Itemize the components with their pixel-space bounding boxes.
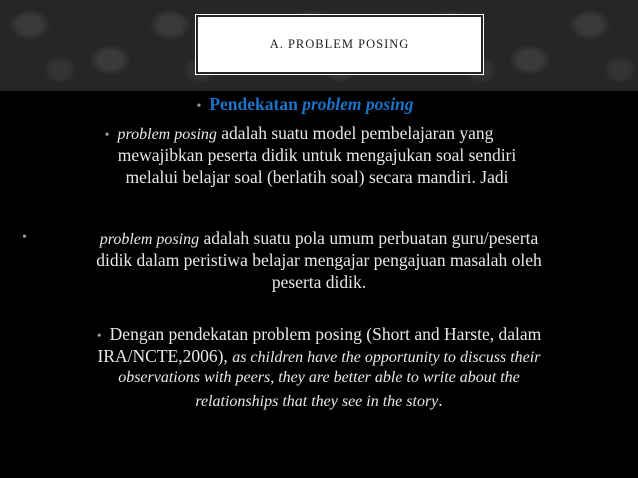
bullet-4-italic: as children have the opportunity to discuss their xyxy=(232,349,541,366)
bullet-3-rest: adalah suatu pola umum perbuatan guru/peserta xyxy=(199,228,539,248)
bullet-4-italic-end: relationships that they see in the story xyxy=(195,393,439,410)
bullet-3-line-2: didik dalam peristiwa belajar mengajar pengajuan masalah oleh xyxy=(96,250,542,270)
bullet-3-italic: problem posing xyxy=(99,231,200,248)
bullet-dot: • xyxy=(196,99,202,114)
bullet-2-italic: problem posing xyxy=(117,126,217,143)
bullet-dot: • xyxy=(104,128,110,143)
bullet-2-line-2: mewajibkan peserta didik untuk mengajukan soal sendiri xyxy=(117,145,517,165)
bullet-dot: • xyxy=(22,230,27,245)
bullet-1 xyxy=(0,93,624,118)
bullet-4-normal: IRA/NCTE,2006), xyxy=(97,346,233,366)
bullet-3-line-1 xyxy=(0,227,638,251)
bullet-dot: • xyxy=(96,329,102,344)
bullet-2-line-3: melalui belajar soal (berlatih soal) secara mandiri. Jadi xyxy=(125,167,509,187)
bullet-3-line-3: peserta didik. xyxy=(271,272,367,292)
slide-title: A. PROBLEM POSING xyxy=(269,37,410,51)
bullet-4-line-4 xyxy=(0,389,638,413)
bullet-4-text: Dengan pendekatan problem posing (Short and Harste, dalam xyxy=(109,324,542,344)
bullet-4-line-2 xyxy=(0,345,638,369)
bullet-1-text: Pendekatan xyxy=(209,94,303,114)
bullet-1-italic: problem posing xyxy=(302,94,414,114)
bullet-4-line-3: observations with peers, they are better able to write about the xyxy=(118,369,520,386)
bullet-4-period: . xyxy=(438,390,443,410)
title-box xyxy=(196,15,483,74)
bullet-2-rest: adalah suatu model pembelajaran yang xyxy=(216,123,494,143)
